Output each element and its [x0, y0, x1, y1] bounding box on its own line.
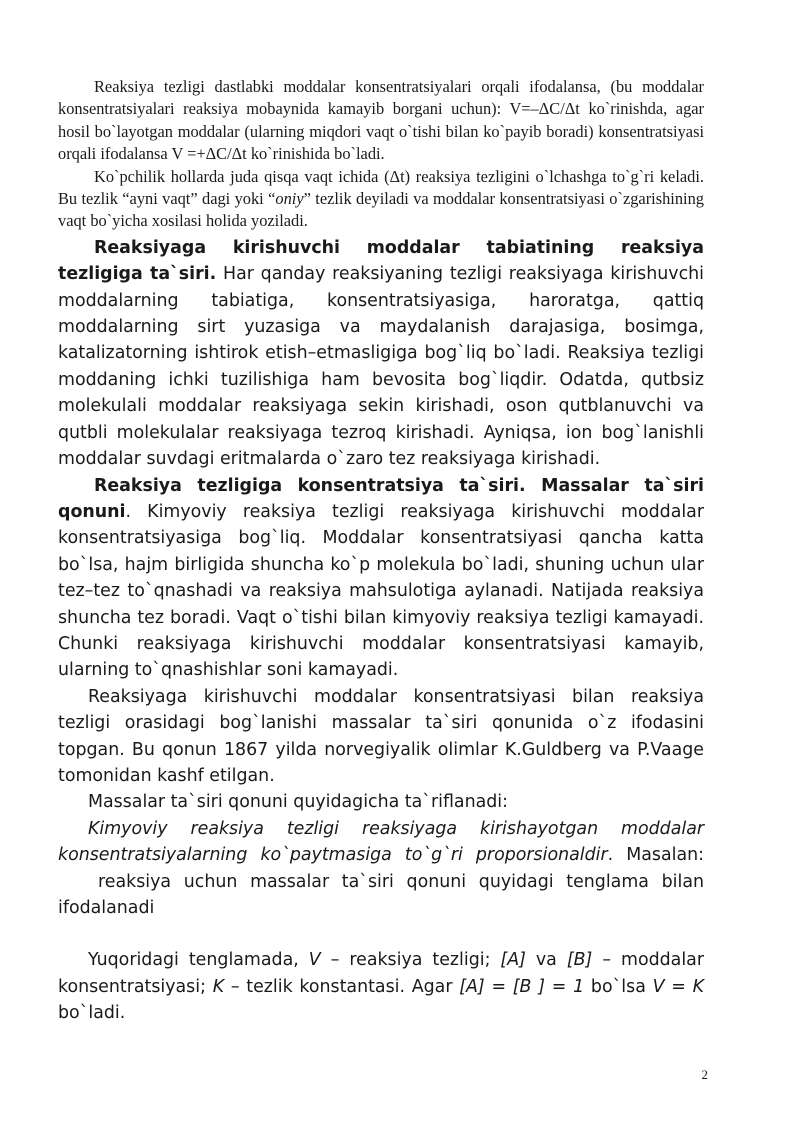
section-heading: Reaksiya tezligiga konsentratsiya ta`siri. Massalar ta`siri qonuni	[58, 475, 704, 522]
text: ” tezlik deyiladi va moddalar konsentratsiyasi o`zgarishining vaqt bo`yicha xosilasi holida yoziladi.	[58, 189, 704, 231]
italic-term: oniy	[275, 189, 304, 209]
law-statement: Kimyoviy reaksiya tezligi reaksiyaga kirishayotgan moddalar konsentratsiyalarning ko`paytmasiga to`g`ri proporsionaldir	[58, 818, 704, 866]
page-number: 2	[701, 1067, 708, 1082]
text: . Kimyoviy reaksiya tezligi reaksiyaga kirishuvchi moddalar konsentratsiyasiga bog`liq. Moddalar konsentratsiyasi qancha katta bo`lsa, hajm birligida shuncha ko`p molekula bo`ladi, shuning uchun ular tez–tez to`qnashadi va reaksiya mahsulotiga aylanadi. Natijada reaksiya shuncha tez boradi. Vaqt o`tishi bilan kimyoviy reaksiya tezligi kamayadi. Chunki reaksiyaga kirishuvchi moddalar konsentratsiyasi kamayib, ularning to`qnashishlar soni kamayadi.	[58, 501, 704, 681]
symbol-a: [A]	[500, 950, 526, 971]
equation-result: V = K	[652, 976, 704, 997]
paragraph-instant-rate	[58, 166, 704, 233]
symbol-k: K	[212, 976, 225, 997]
equation-gap	[58, 921, 704, 947]
text: bo`lsa	[584, 976, 653, 997]
text: Yuqoridagi tenglamada,	[88, 950, 309, 971]
text: Ko`pchilik hollarda juda qisqa vaqt ichida (Δt) reaksiya tezligini o`lchashga to`g`ri keladi. Bu tezlik “ayni vaqt” dagi yoki “	[58, 166, 704, 209]
paragraph-law-intro: Massalar ta`siri qonuni quyidagicha ta`riflanadi:	[88, 792, 508, 813]
text: – reaksiya tezligi;	[320, 950, 501, 971]
text: . Masalan:	[607, 845, 704, 866]
paragraph-law-statement	[58, 816, 704, 922]
paragraph-rate-definition: Reaksiya tezligi dastlabki moddalar konsentratsiyalari orqali ifodalansa, (bu moddalar konsentratsiyalari reaksiya mobaynida kamayib borgani uchun): V=–ΔC/Δt ko`rinishda, agar hosil bo`layotgan moddalar (ularning miqdori vaqt o`tishi bilan ko`payib boradi) konsentratsiyasi orqali ifodalansa V =+ΔC/Δt ko`rinishida bo`ladi.	[58, 77, 704, 164]
text: Har qanday reaksiyaning tezligi reaksiyaga kirishuvchi moddalarning tabiatiga, konsentratsiyasiga, haroratga, qattiq moddalarning sirt yuzasiga va maydalanish darajasiga, bosimga, katalizatorning ishtirok etish–etmasligiga bog`liq bo`ladi. Reaksiya tezligi moddaning ichki tuzilishiga ham bevosita bog`liqdir. Odatda, qutbsiz molekulali moddalar reaksiyaga sekin kirishadi, oson qutblanuvchi va qutbli molekulalar reaksiyaga tezroq kirishadi. Ayniqsa, ion bog`lanishli moddalar suvdagi eritmalarda o`zaro tez reaksiyaga kirishadi.	[58, 264, 704, 470]
text: – moddalar konsentratsiyasi;	[58, 950, 704, 997]
symbol-v: V	[308, 950, 321, 971]
section-heading: Reaksiyaga kirishuvchi moddalar tabiatining reaksiya tezligiga ta`siri.	[58, 237, 704, 285]
text: – tezlik konstantasi. Agar	[224, 976, 460, 997]
paragraph-equation-explanation	[58, 947, 704, 1026]
equation-unit: [A] = [B ] = 1	[459, 976, 585, 997]
text: bo`ladi.	[58, 1003, 126, 1024]
paragraph-concentration-effect	[58, 473, 704, 684]
document-page	[58, 76, 704, 1027]
text: va	[525, 950, 567, 971]
paragraph-law-history: Reaksiyaga kirishuvchi moddalar konsentratsiyasi bilan reaksiya tezligi orasidagi bog`lanishi massalar ta`siri qonunida o`z ifodasini topgan. Bu qonun 1867 yilda norvegiyalik olimlar K.Guldberg va P.Vaage tomonidan kashf etilgan.	[58, 686, 704, 786]
paragraph-nature-effect	[58, 235, 704, 473]
text: reaksiya uchun massalar ta`siri qonuni quyidagi tenglama bilan ifodalanadi	[58, 871, 704, 918]
symbol-b: [B]	[566, 950, 593, 971]
